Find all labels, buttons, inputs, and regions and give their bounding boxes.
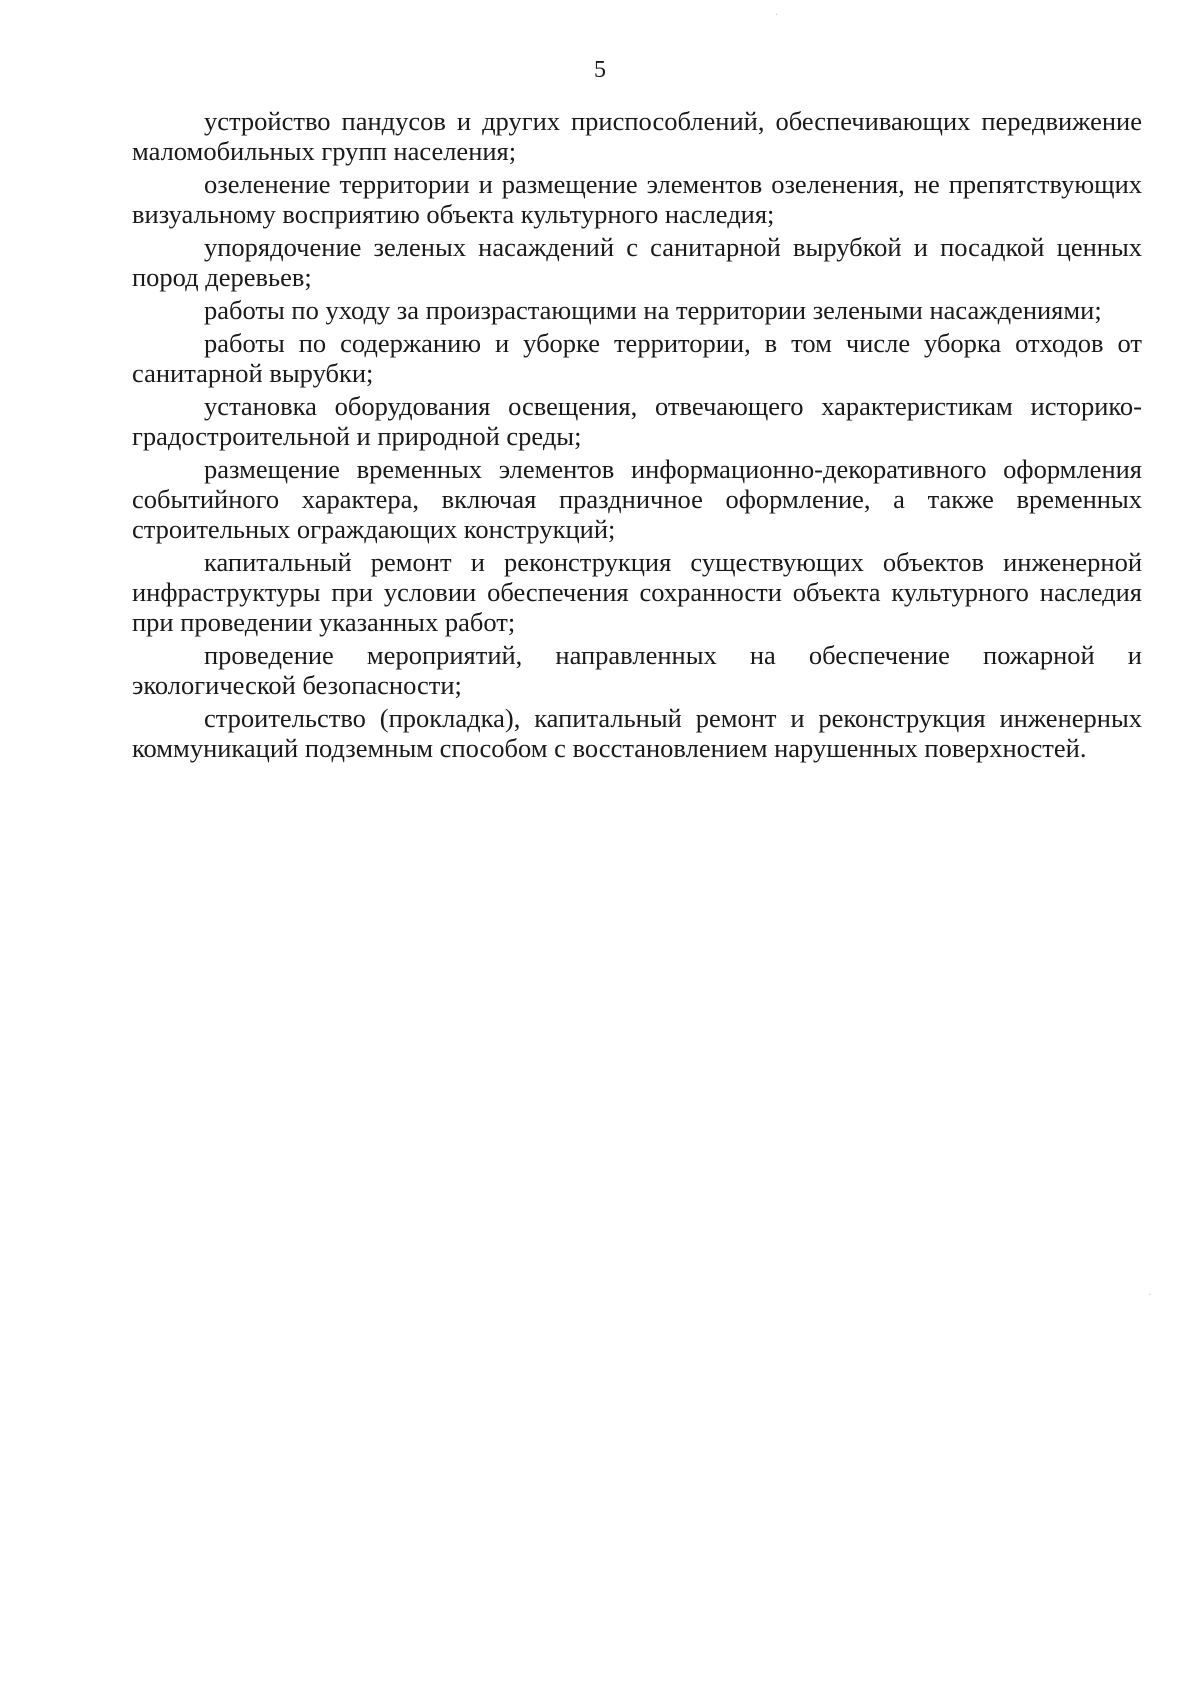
- scan-artifact-mark: ·: [775, 10, 779, 21]
- paragraph-ramps: устройство пандусов и других приспособлений, обеспечивающих передвижение маломобильных групп населения;: [132, 106, 1142, 166]
- paragraph-utilities: строительство (прокладка), капитальный ремонт и реконструкция инженерных коммуникаций подземным способом с восстановлением нарушенных поверхностей.: [132, 703, 1142, 763]
- scan-artifact-mark: ·: [1148, 1290, 1152, 1301]
- paragraph-plant-care: работы по уходу за произрастающими на территории зелеными насаждениями;: [204, 295, 1102, 325]
- paragraph-infrastructure: капитальный ремонт и реконструкция существующих объектов инженерной инфраструктуры при условии обеспечения сохранности объекта культурного наследия при проведении указанных работ;: [132, 547, 1142, 637]
- paragraph-landscaping: озеленение территории и размещение элементов озеленения, не препятствующих визуальному восприятию объекта культурного наследия;: [132, 169, 1142, 229]
- document-body: [132, 106, 1142, 766]
- paragraph-maintenance: работы по содержанию и уборке территории, в том числе уборка отходов от санитарной вырубки;: [132, 328, 1142, 388]
- page-number: 5: [594, 57, 606, 83]
- paragraph-decorations: размещение временных элементов информационно-декоративного оформления событийного характера, включая праздничное оформление, а также временных строительных ограждающих конструкций;: [132, 454, 1142, 544]
- paragraph-safety: проведение мероприятий, направленных на обеспечение пожарной и экологической безопасности;: [132, 640, 1142, 700]
- paragraph-lighting: установка оборудования освещения, отвечающего характеристикам историко-градостроительной и природной среды;: [132, 391, 1142, 451]
- paragraph-green-spaces: упорядочение зеленых насаждений с санитарной вырубкой и посадкой ценных пород деревьев;: [132, 232, 1142, 292]
